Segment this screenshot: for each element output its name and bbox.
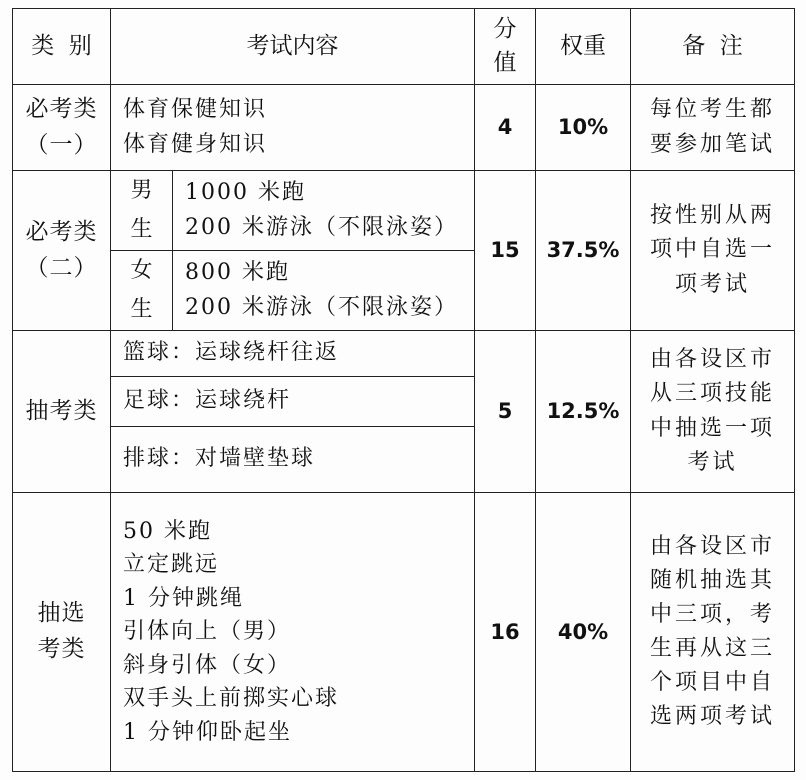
category-line: 必考类 [25, 95, 98, 122]
note-line: 随机抽选其 [649, 567, 775, 593]
exam-item: 双手头上前掷实心球 [123, 686, 340, 712]
note-line: 选两项考试 [649, 704, 775, 730]
category-elective [13, 493, 111, 772]
category-line: 考类 [37, 636, 86, 662]
row-sampled-basketball [13, 331, 795, 377]
exam-item: 体育保健知识 [123, 97, 268, 123]
exam-item: 引体向上（男） [123, 619, 292, 645]
note-line: 从三项技能 [649, 381, 775, 407]
exam-item: 50 米跑 [123, 518, 212, 544]
exam-item: 1 分钟仰卧起坐 [123, 719, 292, 745]
category-compulsory-2 [13, 171, 111, 331]
note-elective [631, 493, 795, 772]
note-line: 生再从这三 [649, 636, 775, 661]
category-sampled: 抽考类 [13, 331, 111, 493]
row-compulsory-1 [13, 85, 795, 171]
category-line: 必考类 [25, 218, 98, 245]
gender-char: 生 [130, 216, 153, 242]
header-content: 考试内容 [111, 9, 475, 85]
gender-female [111, 251, 173, 331]
header-note: 备 注 [631, 9, 795, 85]
note-line: 考试 [687, 449, 738, 475]
score-sampled: 5 [475, 331, 536, 493]
note-line: 由各设区市 [649, 347, 775, 373]
row-compulsory-2-male [13, 171, 795, 251]
exam-item: 立定跳远 [123, 552, 220, 578]
header-weight: 权重 [536, 9, 631, 85]
note-line: 项中自选一 [649, 237, 775, 263]
exam-item: 200 米游泳（不限泳姿） [185, 294, 458, 320]
items-elective [111, 493, 475, 772]
note-line: 每位考生都 [649, 97, 775, 123]
exam-table [12, 8, 795, 772]
row-elective [13, 493, 795, 772]
items-male [173, 171, 475, 251]
gender-char: 女 [130, 258, 153, 283]
exam-item: 1000 米跑 [185, 180, 306, 206]
exam-item: 200 米游泳（不限泳姿） [185, 214, 458, 240]
weight-compulsory-1: 10% [536, 85, 631, 171]
score-compulsory-1: 4 [475, 85, 536, 171]
item-volleyball: 排球：对墙壁垫球 [111, 427, 475, 493]
weight-compulsory-2: 37.5% [536, 171, 631, 331]
exam-item: 体育健身知识 [123, 131, 268, 157]
note-line: 按性别从两 [649, 203, 775, 229]
note-line: 项考试 [674, 271, 750, 297]
note-compulsory-2 [631, 171, 795, 331]
gender-male [111, 171, 173, 251]
note-line: 要参加笔试 [649, 131, 775, 157]
header-score: 分 值 [475, 9, 536, 85]
score-compulsory-2: 15 [475, 171, 536, 331]
note-line: 中三项，考 [649, 601, 775, 627]
note-line: 中抽选一项 [649, 415, 775, 441]
gender-char: 生 [130, 296, 153, 322]
weight-elective: 40% [536, 493, 631, 772]
items-compulsory-1 [111, 85, 475, 171]
items-female [173, 251, 475, 331]
exam-item: 1 分钟跳绳 [123, 585, 244, 611]
weight-sampled: 12.5% [536, 331, 631, 493]
note-line: 由各设区市 [649, 533, 775, 559]
header-row [13, 9, 795, 85]
category-line: （一） [25, 131, 98, 158]
exam-item: 800 米跑 [185, 260, 290, 286]
header-category: 类 别 [13, 9, 111, 85]
category-line: （二） [25, 254, 98, 281]
item-basketball: 篮球：运球绕杆往返 [111, 331, 475, 377]
note-sampled [631, 331, 795, 493]
score-elective: 16 [475, 493, 536, 772]
gender-char: 男 [130, 178, 153, 203]
item-football: 足球：运球绕杆 [111, 377, 475, 427]
note-line: 个项目中自 [649, 670, 775, 696]
note-compulsory-1 [631, 85, 795, 171]
exam-item: 斜身引体（女） [123, 652, 292, 678]
category-line: 抽选 [37, 600, 86, 627]
category-compulsory-1 [13, 85, 111, 171]
